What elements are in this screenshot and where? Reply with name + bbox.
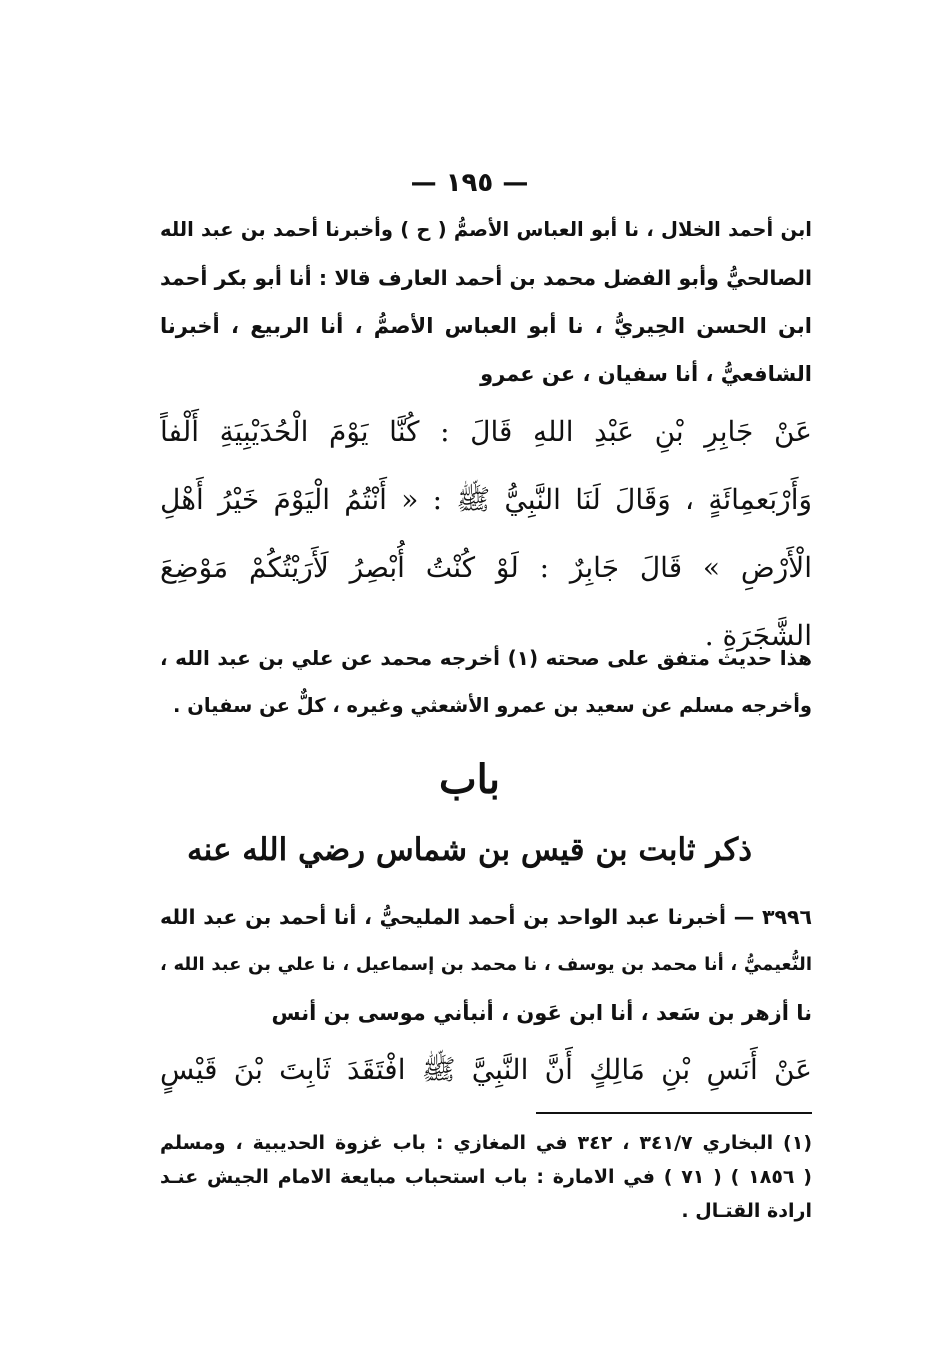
chapter-heading: باب [439,756,500,803]
hadith-commentary [160,634,812,730]
commentary-line: هذا حديث متفق على صحته (١) أخرجه محمد عن علي بن عبد الله ، [160,646,812,670]
isnad-chain-2 [160,893,812,1037]
isnad-line: ابن أحمد الخلال ، نا أبو العباس الأصمُّ ( ح ) وأخبرنا أحمد بن عبد الله [160,218,812,241]
footnote-line: ارادة القتـال . [681,1200,812,1222]
isnad-line: ابن الحسن الحِيريُّ ، نا أبو العباس الأصمُّ ، أنا الربيع ، أخبرنا [160,314,812,338]
hadith-line: وَأَرْبَعمِائَةٍ ، وَقَالَ لَنَا النَّبِيُّ ﷺ : « أَنْتُمُ الْيَوْمَ خَيْرُ أَهْلِ [160,483,812,516]
hadith-line: عَنْ جَابِرِ بْنِ عَبْدِ اللهِ قَالَ : كُنَّا يَوْمَ الْحُدَيْبِيَةِ أَلْفاً [160,415,812,448]
footnote-divider [536,1112,812,1114]
hadith-line: الشَّجَرَةِ . [704,619,812,652]
hadith-line: الْأَرْضِ » قَالَ جَابِرٌ : لَوْ كُنْتُ أُبْصِرُ لَأَرَيْتُكُمْ مَوْضِعَ [160,551,812,584]
commentary-line: وأخرجه مسلم عن سعيد بن عمرو الأشعثي وغيره ، كلٌّ عن سفيان . [173,694,812,717]
hadith-text-2 [160,1036,812,1104]
isnad-line: الشافعيُّ ، أنا سفيان ، عن عمرو [480,362,812,386]
footnote-line: ( ١٨٥٦ ) ( ٧١ ) في الامارة : باب استحباب مبايعة الامام الجيش عنـد [160,1166,812,1188]
isnad-line: ٣٩٩٦ — أخبرنا عبد الواحد بن أحمد المليحيُّ ، أنا أحمد بن عبد الله [160,905,812,929]
isnad-line: الصالحيُّ وأبو الفضل محمد بن أحمد العارف قالا : أنا أبو بكر أحمد [160,266,812,290]
footnotes [160,1126,812,1228]
hadith-line: عَنْ أَنَسِ بْنِ مَالِكٍ أَنَّ النَّبِيَّ ﷺ افْتَقَدَ ثَابِتَ بْنَ قَيْسٍ [160,1053,812,1086]
footnote-line: (١) البخاري ٣٤١/٧ ، ٣٤٢ في المغازي : باب غزوة الحديبية ، ومسلم [160,1132,812,1154]
chapter-subheading: ذكر ثابت بن قيس بن شماس رضي الله عنه [186,832,753,868]
page-number: — ١٩٥ — [410,168,529,198]
isnad-line: النُّعيميُّ ، أنا محمد بن يوسف ، نا محمد بن إسماعيل ، نا علي بن عبد الله ، [160,954,812,975]
hadith-text-1 [160,398,812,670]
isnad-line: نا أزهر بن سَعد ، أنا ابن عَون ، أنبأني موسى بن أنس [271,1001,812,1025]
isnad-chain-1 [160,206,812,398]
